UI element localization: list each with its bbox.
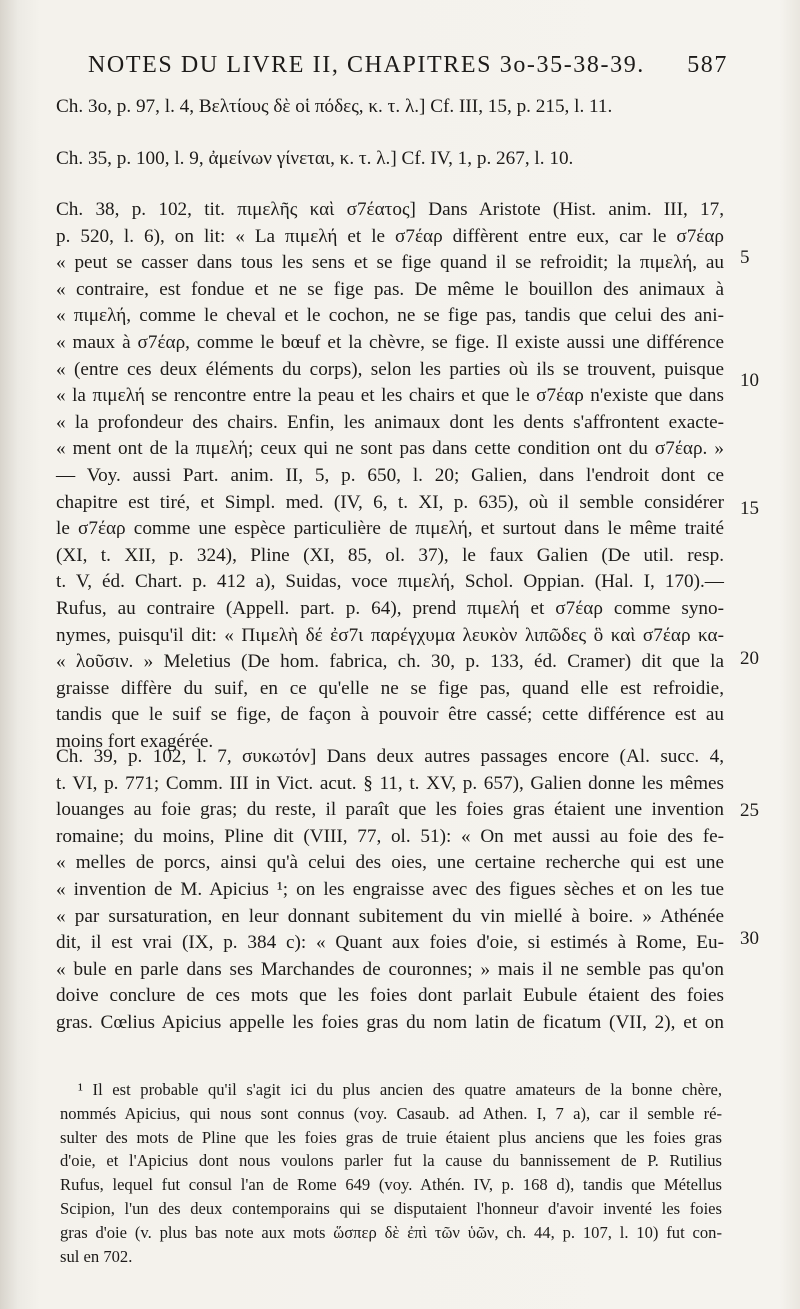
text-line: doive conclure de ces mots que les foies dont parlait Eubule étaient des foies xyxy=(56,985,724,1007)
text-line: « melles de porcs, ainsi qu'à celui des oies, une certaine recherche qui est une xyxy=(56,852,724,874)
text-line: Rufus, au contraire (Appell. part. p. 64), prend πιμελή et σ7έαρ comme syno- xyxy=(56,597,724,619)
text-line: « invention de M. Apicius ¹; on les engraisse avec des figues sèches et on les tue xyxy=(56,878,724,900)
footnote-line: nommés Apicius, qui nous sont connus (voy. Casaub. ad Athen. I, 7 a), car il semble ré- xyxy=(60,1103,722,1123)
note-entry-ch38 xyxy=(56,197,724,755)
page-number: 587 xyxy=(687,52,728,78)
text-line: (XI, t. XII, p. 324), Pline (XI, 85, ol. 37), le faux Galien (De util. resp. xyxy=(56,544,724,566)
line-number: 30 xyxy=(740,928,759,949)
footnote-line: gras d'oie (v. plus bas note aux mots ὥσπερ δὲ ἐπὶ τῶν ὑῶν, ch. 44, p. 107, l. 10) fut con- xyxy=(60,1222,722,1242)
footnote-line: Scipion, l'un des deux contemporains qui se disputaient l'honneur d'avoir inventé les foies xyxy=(60,1198,722,1218)
text-line: Ch. 35, p. 100, l. 9, ἀμείνων γίνεται, κ. τ. λ.] Cf. IV, 1, p. 267, l. 10. xyxy=(56,148,574,169)
text-line: « la profondeur des chairs. Enfin, les animaux dont les dents s'affrontent exacte- xyxy=(56,411,724,433)
text-line: « contraire, est fondue et ne se fige pas. De même le bouillon des animaux à xyxy=(56,278,724,300)
line-number: 15 xyxy=(740,498,759,519)
line-number: 25 xyxy=(740,800,759,821)
text-line: « πιμελή, comme le cheval et le cochon, ne se fige pas, tandis que celui des ani- xyxy=(56,305,724,327)
text-line: t. V, éd. Chart. p. 412 a), Suidas, voce πιμελή, Schol. Oppian. (Hal. I, 170).— xyxy=(56,571,724,593)
running-header xyxy=(88,52,728,79)
text-line: graisse diffère du suif, en ce qu'elle ne se fige pas, quand elle est refroidie, xyxy=(56,677,724,699)
note-entry-ch35 xyxy=(56,146,724,173)
footnote-line: Rufus, lequel fut consul l'an de Rome 649 (voy. Athén. IV, p. 168 d), tandis que Métellus xyxy=(60,1175,722,1195)
text-line: — Voy. aussi Part. anim. II, 5, p. 650, l. 20; Galien, dans l'endroit dont ce xyxy=(56,464,724,486)
text-line: dit, il est vrai (IX, p. 384 c): « Quant aux foies d'oie, si estimés à Rome, Eu- xyxy=(56,932,724,954)
text-line: le σ7έαρ comme une espèce particulière de πιμελή, et surtout dans le même traité xyxy=(56,518,724,540)
text-line: chapitre est tiré, et Simpl. med. (IV, 6, t. XI, p. 635), où il semble considérer xyxy=(56,491,724,513)
text-line: « maux à σ7έαρ, comme le bœuf et la chèvre, se fige. Il existe aussi une différence xyxy=(56,331,724,353)
text-line: « (entre ces deux éléments du corps), selon les parties où ils se trouvent, puisque xyxy=(56,358,724,380)
footnote xyxy=(60,1078,722,1268)
line-number: 10 xyxy=(740,370,759,391)
footnote-line: d'oie, et l'Apicius dont nous voulons parler fut la cause du bannissement de P. Rutilius xyxy=(60,1151,722,1171)
text-line: t. VI, p. 771; Comm. III in Vict. acut. § 11, t. XV, p. 657), Galien donne les mêmes xyxy=(56,772,724,794)
text-line: gras. Cœlius Apicius appelle les foies gras du nom latin de ficatum (VII, 2), et on xyxy=(56,1011,724,1033)
note-entry-ch39 xyxy=(56,744,724,1037)
text-line: « par sursaturation, en leur donnant subitement du vin miellé à boire. » Athénée xyxy=(56,905,724,927)
text-line: p. 520, l. 6), on lit: « La πιμελή et le σ7έαρ diffèrent entre eux, car le σ7έαρ xyxy=(56,225,724,247)
text-line: « λοῦσιν. » Meletius (De hom. fabrica, ch. 30, p. 133, éd. Cramer) dit que la xyxy=(56,651,724,673)
text-line: « bule en parle dans ses Marchandes de couronnes; » mais il ne semble pas qu'on xyxy=(56,958,724,980)
note-entry-ch30 xyxy=(56,94,724,121)
line-number: 5 xyxy=(740,247,750,268)
text-line: « la πιμελή se rencontre entre la peau et les chairs et que le σ7έαρ n'existe que dans xyxy=(56,385,724,407)
text-line: tandis que le suif se fige, de façon à pouvoir être cassé; cette différence est au xyxy=(56,704,724,726)
text-line: « ment ont de la πιμελή; ceux qui ne sont pas dans cette condition ont du σ7έαρ. » xyxy=(56,438,724,460)
text-line: louanges au foie gras; du reste, il paraît que les foies gras étaient une invention xyxy=(56,799,724,821)
text-line: « peut se casser dans tous les sens et se fige quand il se refroidit; la πιμελή, au xyxy=(56,252,724,274)
footnote-line: sulter des mots de Pline que les foies gras de truie étaient plus anciens que les foies gras xyxy=(60,1127,722,1147)
text-line: Ch. 38, p. 102, tit. πιμελῆς καὶ σ7έατος] Dans Aristote (Hist. anim. III, 17, xyxy=(56,199,724,220)
text-line: nymes, puisqu'il dit: « Πιμελὴ δέ ἐσ7ι παρέγχυμα λευκὸν λιπῶδες ὃ καὶ σ7έαρ κα- xyxy=(56,624,724,646)
text-line: Ch. 3o, p. 97, l. 4, Βελτίους δὲ οἱ πόδες, κ. τ. λ.] Cf. III, 15, p. 215, l. 11. xyxy=(56,96,613,117)
footnote-line: ¹ Il est probable qu'il s'agit ici du plus ancien des quatre amateurs de la bonne chère, xyxy=(78,1080,722,1099)
text-line: moins fort exagérée. xyxy=(56,730,214,752)
footnote-line: sul en 702. xyxy=(60,1246,133,1266)
text-line: Ch. 39, p. 102, l. 7, συκωτόν] Dans deux autres passages encore (Al. succ. 4, xyxy=(56,746,724,767)
line-number: 20 xyxy=(740,648,759,669)
header-title: NOTES DU LIVRE II, CHAPITRES 3o-35-38-39. xyxy=(88,52,645,78)
text-line: romaine; du moins, Pline dit (VIII, 77, ol. 51): « On met aussi au foie des fe- xyxy=(56,825,724,847)
